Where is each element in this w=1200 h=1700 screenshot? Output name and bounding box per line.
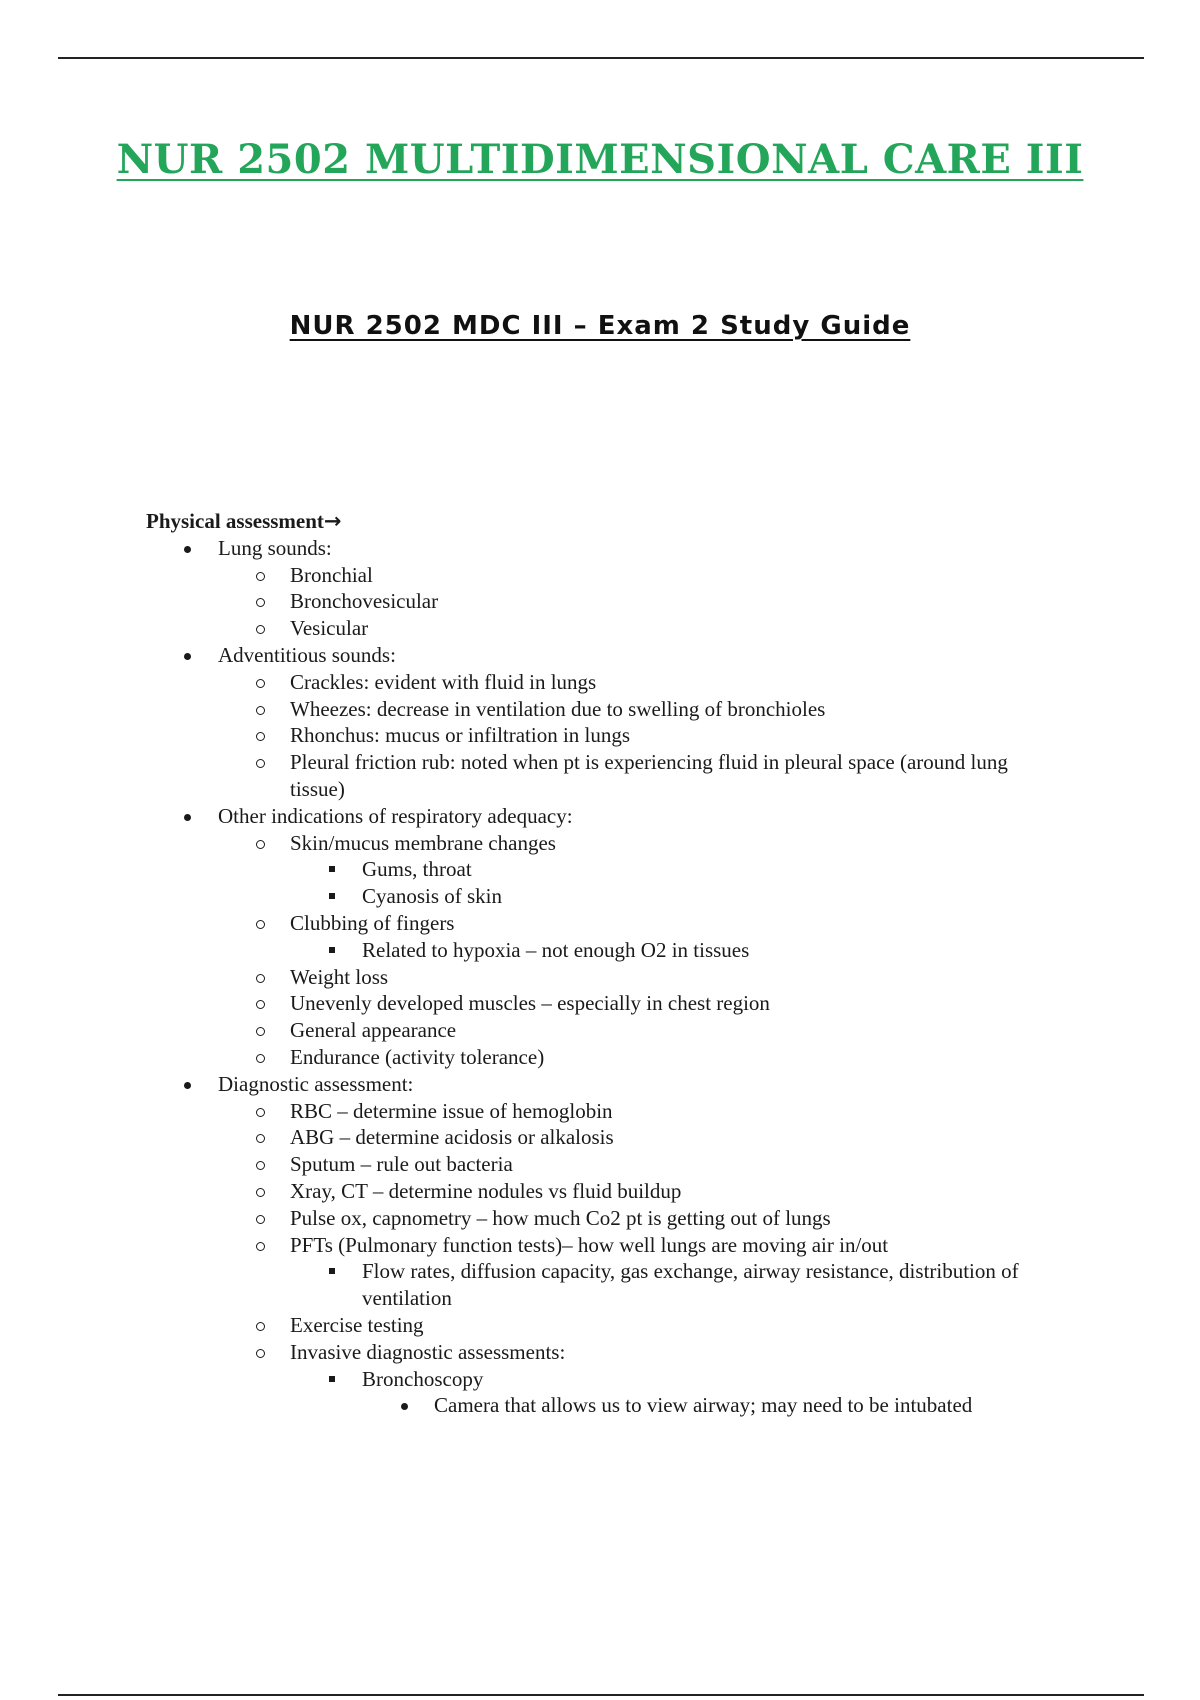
list-item [146,1258,1046,1312]
list-item [146,535,1046,562]
bottom-rule [58,1694,1144,1696]
list-item-text: Pleural friction rub: noted when pt is experiencing fluid in pleural space (around lung tissue) [290,750,1008,801]
document-title: NUR 2502 MULTIDIMENSIONAL CARE III [116,136,1084,183]
list-item-text: RBC – determine issue of hemoglobin [290,1098,613,1123]
bullet-square-icon [329,1376,335,1382]
list-item-text: Endurance (activity tolerance) [290,1044,545,1069]
list-item-text: Other indications of respiratory adequacy: [218,803,573,828]
list-item [146,1098,1046,1125]
list-item-text: Rhonchus: mucus or infiltration in lungs [290,723,631,748]
list-item-text: Wheezes: decrease in ventilation due to swelling of bronchioles [290,696,826,721]
list-item [146,937,1046,964]
list-item [146,910,1046,937]
section-heading-text: Physical assessment [146,509,324,533]
list-item [146,1392,1046,1419]
list-item-text: Exercise testing [290,1312,424,1337]
list-item-text: Flow rates, diffusion capacity, gas exchange, airway resistance, distribution of ventilation [362,1259,1019,1311]
list-item [146,588,1046,615]
bullet-circle-icon [256,1242,265,1251]
list-item [146,1151,1046,1178]
list-item-text: Weight loss [290,964,389,989]
section-heading [146,508,1046,535]
list-item-text: Cyanosis of skin [362,884,503,909]
bullet-circle-icon [256,625,265,634]
bullet-circle-icon [256,572,265,581]
list-item [146,883,1046,910]
study-guide-subtitle: NUR 2502 MDC III – Exam 2 Study Guide [289,311,911,341]
bullet-circle-icon [256,732,265,741]
list-item-text: Skin/mucus membrane changes [290,830,556,855]
bullet-disc-icon [401,1403,408,1410]
bullet-disc-icon [184,546,191,553]
list-item [146,722,1046,749]
list-item [146,1366,1046,1393]
bullet-circle-icon [256,1188,265,1197]
list-item [146,615,1046,642]
list-item-text: Invasive diagnostic assessments: [290,1339,566,1364]
study-guide-content [146,508,1046,1419]
list-item-text: Adventitious sounds: [218,642,396,667]
bullet-circle-icon [256,840,265,849]
list-item-text: Pulse ox, capnometry – how much Co2 pt is getting out of lungs [290,1205,831,1230]
list-item [146,1232,1046,1259]
bullet-circle-icon [256,974,265,983]
bullet-circle-icon [256,1215,265,1224]
list-item [146,1044,1046,1071]
bullet-square-icon [329,1268,335,1274]
list-item [146,669,1046,696]
list-item [146,1017,1046,1044]
list-item [146,856,1046,883]
bullet-disc-icon [184,1082,191,1089]
bullet-disc-icon [184,653,191,660]
list-item-text: Clubbing of fingers [290,910,455,935]
list-item-text: Bronchovesicular [290,589,439,614]
bullet-circle-icon [256,759,265,768]
list-item-text: Lung sounds: [218,535,332,560]
list-item-text: PFTs (Pulmonary function tests)– how well lungs are moving air in/out [290,1232,889,1257]
list-item [146,1124,1046,1151]
bullet-square-icon [329,893,335,899]
list-item-text: Vesicular [290,616,369,641]
list-item [146,749,1046,803]
bullet-circle-icon [256,706,265,715]
bullet-circle-icon [256,1108,265,1117]
assessment-list [146,535,1046,1419]
list-item-text: Unevenly developed muscles – especially in chest region [290,991,770,1016]
top-rule [58,57,1144,59]
bullet-circle-icon [256,679,265,688]
list-item-text: ABG – determine acidosis or alkalosis [290,1125,614,1150]
list-item-text: Diagnostic assessment: [218,1071,414,1096]
list-item-text: Gums, throat [362,857,472,882]
bullet-disc-icon [184,814,191,821]
bullet-circle-icon [256,1161,265,1170]
list-item-text: Xray, CT – determine nodules vs fluid buildup [290,1178,682,1203]
list-item [146,1339,1046,1366]
bullet-square-icon [329,947,335,953]
bullet-circle-icon [256,1027,265,1036]
list-item [146,964,1046,991]
list-item-text: Sputum – rule out bacteria [290,1152,513,1177]
bullet-square-icon [329,866,335,872]
list-item [146,1312,1046,1339]
bullet-circle-icon [256,1134,265,1143]
list-item-text: Bronchoscopy [362,1366,484,1391]
bullet-circle-icon [256,1054,265,1063]
list-item [146,562,1046,589]
list-item [146,990,1046,1017]
list-item [146,696,1046,723]
bullet-circle-icon [256,1349,265,1358]
bullet-circle-icon [256,1000,265,1009]
bullet-circle-icon [256,598,265,607]
list-item [146,1071,1046,1098]
list-item-text: General appearance [290,1018,457,1043]
list-item [146,803,1046,830]
arrow-right-icon: → [323,509,342,533]
list-item-text: Camera that allows us to view airway; may need to be intubated [434,1393,973,1418]
list-item [146,642,1046,669]
list-item-text: Bronchial [290,562,373,587]
list-item-text: Related to hypoxia – not enough O2 in tissues [362,937,750,962]
list-item [146,830,1046,857]
bullet-circle-icon [256,1322,265,1331]
list-item [146,1205,1046,1232]
list-item [146,1178,1046,1205]
bullet-circle-icon [256,920,265,929]
list-item-text: Crackles: evident with fluid in lungs [290,669,597,694]
